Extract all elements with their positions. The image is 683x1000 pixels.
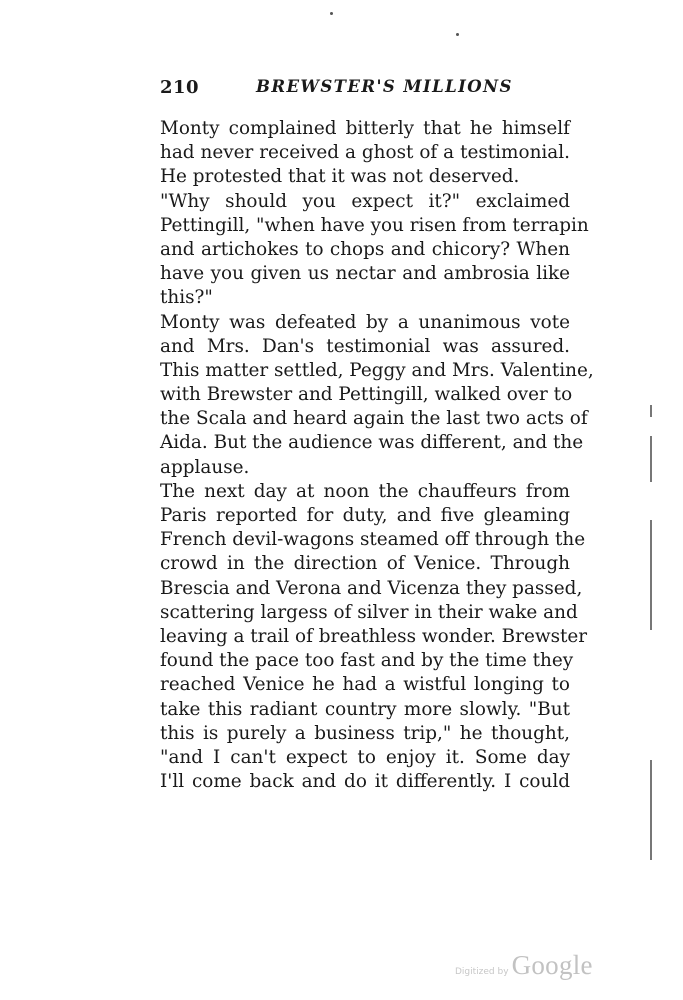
text-line: this?"	[160, 287, 213, 309]
text-line: scattering largess of silver in their wake and	[160, 601, 578, 623]
running-title: BREWSTER'S MILLIONS	[256, 77, 513, 96]
page-edge-mark	[650, 436, 652, 482]
text-line: This matter settled, Peggy and Mrs. Valentine,	[160, 359, 594, 381]
digitized-watermark	[455, 950, 593, 980]
text-line: applause.	[160, 456, 250, 478]
text-line: reached Venice he had a wistful longing to	[160, 674, 570, 696]
text-line: Pettingill, "when have you risen from terrapin	[160, 214, 589, 236]
running-head	[160, 77, 570, 101]
text-line: crowd in the direction of Venice. Through	[160, 553, 570, 575]
text-line: "Why should you expect it?" exclaimed	[160, 190, 570, 212]
page-edge-mark	[650, 405, 652, 417]
text-line: Monty was defeated by a unanimous vote	[160, 311, 570, 333]
text-line: Aida. But the audience was different, and the	[160, 432, 584, 454]
text-line: this is purely a business trip," he thought,	[160, 722, 570, 744]
scan-speck	[456, 33, 459, 36]
page-edge-mark	[650, 520, 652, 630]
scan-speck	[330, 12, 333, 15]
text-line: leaving a trail of breathless wonder. Brewster	[160, 625, 588, 647]
text-line: had never received a ghost of a testimonial.	[160, 142, 570, 164]
text-line: and Mrs. Dan's testimonial was assured.	[160, 335, 570, 357]
text-line: with Brewster and Pettingill, walked over to	[160, 384, 573, 406]
text-line: Paris reported for duty, and five gleaming	[160, 505, 570, 526]
text-line: have you given us nectar and ambrosia like	[160, 263, 570, 285]
page-number: 210	[160, 77, 200, 98]
watermark-prefix: Digitized by	[455, 967, 509, 977]
page-edge-mark	[650, 760, 652, 860]
text-line: the Scala and heard again the last two acts of	[160, 408, 588, 430]
text-line: Monty complained bitterly that he himself	[160, 118, 570, 139]
text-line: and artichokes to chops and chicory? When	[160, 238, 570, 260]
text-line: The next day at noon the chauffeurs from	[160, 480, 570, 502]
body-text	[160, 117, 594, 794]
text-line: Brescia and Verona and Vicenza they passed,	[160, 577, 583, 599]
text-line: I'll come back and do it differently. I could	[160, 771, 570, 793]
watermark-brand: Google	[511, 950, 593, 980]
text-line: take this radiant country more slowly. "But	[160, 698, 570, 720]
text-line: "and I can't expect to enjoy it. Some day	[160, 746, 570, 768]
text-line: found the pace too fast and by the time they	[160, 650, 574, 672]
text-line: French devil-wagons steamed off through the	[160, 529, 586, 551]
text-line: He protested that it was not deserved.	[160, 166, 520, 188]
